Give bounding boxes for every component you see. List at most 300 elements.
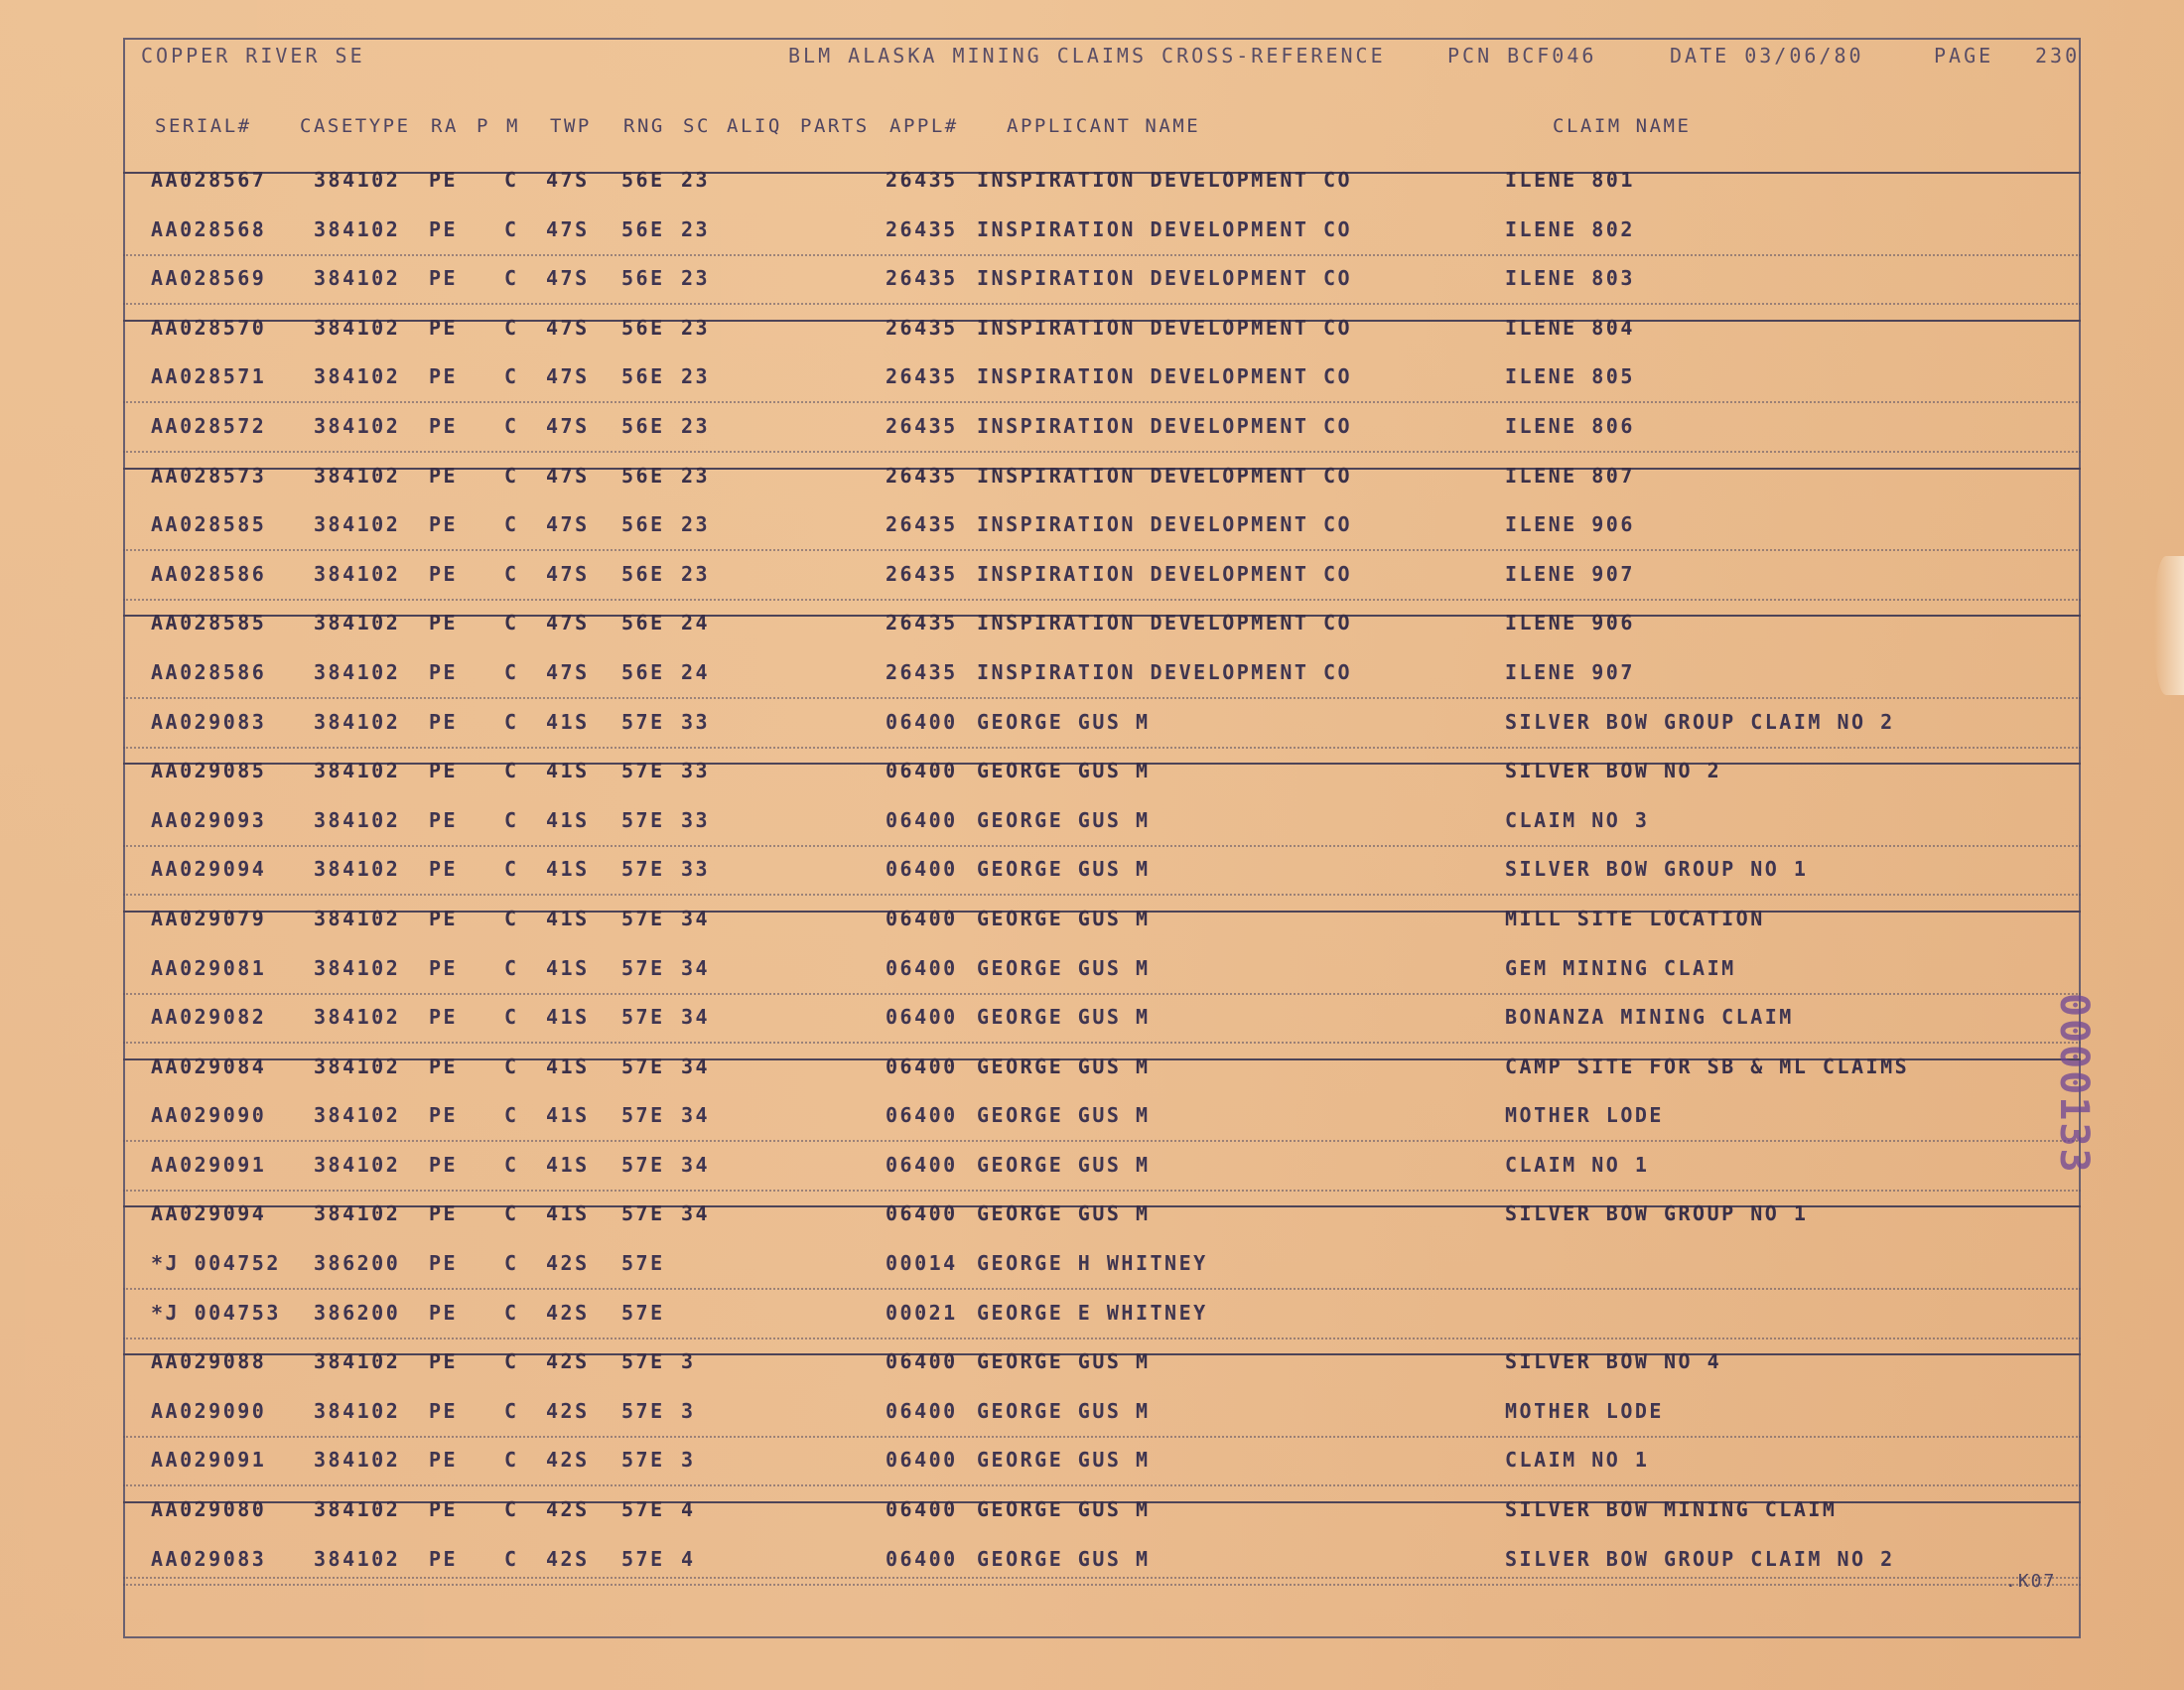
serial-cell: *J 004753 <box>151 1300 281 1325</box>
twp-cell: 41S <box>546 906 590 930</box>
col-p: P <box>477 115 490 137</box>
claim-name-cell: ILENE 802 <box>1505 216 1635 241</box>
ra-cell: PE <box>429 611 459 635</box>
casetype-cell: 384102 <box>314 1054 401 1078</box>
applicant-name-cell: INSPIRATION DEVELOPMENT CO <box>977 266 1353 291</box>
col-claim: CLAIM NAME <box>1553 115 1692 137</box>
m-cell: C <box>504 857 519 882</box>
casetype-cell: 384102 <box>314 364 401 389</box>
ra-cell: PE <box>429 1054 459 1078</box>
rng-cell: 57E <box>621 709 665 734</box>
serial-cell: AA029091 <box>151 1448 267 1473</box>
twp-cell: 47S <box>546 512 590 537</box>
rng-cell: 56E <box>621 413 665 438</box>
claim-name-cell: ILENE 805 <box>1505 364 1635 389</box>
twp-cell: 42S <box>546 1300 590 1325</box>
rng-cell: 57E <box>621 857 665 882</box>
sc-cell: 23 <box>681 315 711 340</box>
applicant-name-cell: INSPIRATION DEVELOPMENT CO <box>977 611 1353 635</box>
appl-cell: 06400 <box>886 857 958 882</box>
applicant-name-cell: GEORGE GUS M <box>977 857 1151 882</box>
appl-cell: 00021 <box>886 1300 958 1325</box>
sc-cell: 23 <box>681 266 711 291</box>
sc-cell: 4 <box>681 1546 696 1571</box>
m-cell: C <box>504 561 519 586</box>
table-row <box>0 1342 2184 1392</box>
col-parts: PARTS <box>800 115 870 137</box>
applicant-name-cell: INSPIRATION DEVELOPMENT CO <box>977 216 1353 241</box>
ra-cell: PE <box>429 266 459 291</box>
row-dotted-line <box>123 1288 2081 1290</box>
table-row <box>0 949 2184 999</box>
appl-cell: 06400 <box>886 759 958 783</box>
sc-cell: 23 <box>681 463 711 488</box>
rng-cell: 57E <box>621 1201 665 1226</box>
table-row <box>0 1441 2184 1490</box>
sc-cell: 4 <box>681 1497 696 1522</box>
applicant-name-cell: GEORGE GUS M <box>977 906 1151 930</box>
applicant-name-cell: GEORGE GUS M <box>977 1546 1151 1571</box>
serial-cell: AA028572 <box>151 413 267 438</box>
footer-code: .K07 <box>2005 1571 2057 1592</box>
sc-cell: 3 <box>681 1448 696 1473</box>
page-number: 230 <box>2035 44 2081 68</box>
applicant-name-cell: GEORGE E WHITNEY <box>977 1300 1208 1325</box>
appl-cell: 06400 <box>886 1448 958 1473</box>
m-cell: C <box>504 463 519 488</box>
m-cell: C <box>504 216 519 241</box>
applicant-name-cell: GEORGE GUS M <box>977 1152 1151 1177</box>
col-aliq: ALIQ <box>727 115 782 137</box>
sc-cell: 34 <box>681 1103 711 1128</box>
appl-cell: 26435 <box>886 659 958 684</box>
applicant-name-cell: GEORGE GUS M <box>977 1054 1151 1078</box>
serial-cell: AA028569 <box>151 266 267 291</box>
casetype-cell: 384102 <box>314 315 401 340</box>
applicant-name-cell: INSPIRATION DEVELOPMENT CO <box>977 168 1353 192</box>
applicant-name-cell: INSPIRATION DEVELOPMENT CO <box>977 463 1353 488</box>
twp-cell: 41S <box>546 709 590 734</box>
rng-cell: 56E <box>621 561 665 586</box>
pcn-label: PCN BCF046 <box>1447 44 1597 68</box>
claim-name-cell: GEM MINING CLAIM <box>1505 955 1736 980</box>
m-cell: C <box>504 168 519 192</box>
appl-cell: 06400 <box>886 1349 958 1374</box>
casetype-cell: 384102 <box>314 463 401 488</box>
twp-cell: 42S <box>546 1546 590 1571</box>
table-row <box>0 1195 2184 1244</box>
claim-name-cell: CLAIM NO 1 <box>1505 1152 1650 1177</box>
claim-name-cell: ILENE 807 <box>1505 463 1635 488</box>
applicant-name-cell: GEORGE GUS M <box>977 955 1151 980</box>
casetype-cell: 384102 <box>314 561 401 586</box>
row-dotted-line <box>123 1436 2081 1438</box>
claim-name-cell: SILVER BOW GROUP CLAIM NO 2 <box>1505 709 1895 734</box>
sc-cell: 34 <box>681 1054 711 1078</box>
ra-cell: PE <box>429 857 459 882</box>
applicant-name-cell: GEORGE GUS M <box>977 759 1151 783</box>
row-dotted-line <box>123 401 2081 403</box>
col-sc: SC <box>683 115 711 137</box>
ra-cell: PE <box>429 1005 459 1030</box>
appl-cell: 26435 <box>886 216 958 241</box>
row-dotted-line <box>123 747 2081 749</box>
appl-cell: 06400 <box>886 1497 958 1522</box>
sc-cell: 23 <box>681 561 711 586</box>
ra-cell: PE <box>429 1398 459 1423</box>
twp-cell: 41S <box>546 955 590 980</box>
appl-cell: 26435 <box>886 315 958 340</box>
appl-cell: 06400 <box>886 955 958 980</box>
m-cell: C <box>504 1054 519 1078</box>
appl-cell: 06400 <box>886 906 958 930</box>
report-title: BLM ALASKA MINING CLAIMS CROSS-REFERENCE <box>788 44 1386 68</box>
rng-cell: 56E <box>621 659 665 684</box>
m-cell: C <box>504 759 519 783</box>
serial-cell: AA028568 <box>151 216 267 241</box>
casetype-cell: 384102 <box>314 955 401 980</box>
row-dotted-line <box>123 1140 2081 1142</box>
claim-name-cell: SILVER BOW MINING CLAIM <box>1505 1497 1838 1522</box>
applicant-name-cell: INSPIRATION DEVELOPMENT CO <box>977 364 1353 389</box>
row-dotted-line <box>123 254 2081 256</box>
sc-cell: 33 <box>681 759 711 783</box>
ra-cell: PE <box>429 1497 459 1522</box>
casetype-cell: 384102 <box>314 1497 401 1522</box>
twp-cell: 41S <box>546 1152 590 1177</box>
claim-name-cell: ILENE 906 <box>1505 512 1635 537</box>
casetype-cell: 384102 <box>314 1005 401 1030</box>
sc-cell: 23 <box>681 413 711 438</box>
rng-cell: 57E <box>621 1398 665 1423</box>
m-cell: C <box>504 1497 519 1522</box>
casetype-cell: 384102 <box>314 857 401 882</box>
serial-cell: AA028585 <box>151 512 267 537</box>
sc-cell: 24 <box>681 659 711 684</box>
m-cell: C <box>504 1251 519 1276</box>
serial-cell: AA028570 <box>151 315 267 340</box>
casetype-cell: 384102 <box>314 266 401 291</box>
appl-cell: 06400 <box>886 807 958 832</box>
appl-cell: 06400 <box>886 1152 958 1177</box>
rng-cell: 57E <box>621 759 665 783</box>
serial-cell: AA029094 <box>151 1201 267 1226</box>
twp-cell: 41S <box>546 1005 590 1030</box>
serial-cell: AA028573 <box>151 463 267 488</box>
applicant-name-cell: GEORGE GUS M <box>977 1448 1151 1473</box>
table-row <box>0 407 2184 457</box>
row-dotted-line <box>123 303 2081 305</box>
serial-cell: AA028567 <box>151 168 267 192</box>
appl-cell: 26435 <box>886 512 958 537</box>
twp-cell: 47S <box>546 168 590 192</box>
serial-cell: AA029083 <box>151 709 267 734</box>
claim-name-cell: MILL SITE LOCATION <box>1505 906 1765 930</box>
casetype-cell: 384102 <box>314 1398 401 1423</box>
table-row <box>0 752 2184 801</box>
table-row <box>0 604 2184 653</box>
serial-cell: AA029083 <box>151 1546 267 1571</box>
appl-cell: 06400 <box>886 1201 958 1226</box>
row-dotted-line <box>123 993 2081 995</box>
claim-name-cell: SILVER BOW GROUP CLAIM NO 2 <box>1505 1546 1895 1571</box>
rng-cell: 56E <box>621 266 665 291</box>
claim-name-cell: SILVER BOW GROUP NO 1 <box>1505 1201 1809 1226</box>
table-row <box>0 309 2184 358</box>
sc-cell: 34 <box>681 955 711 980</box>
ra-cell: PE <box>429 216 459 241</box>
twp-cell: 42S <box>546 1251 590 1276</box>
appl-cell: 06400 <box>886 1005 958 1030</box>
claim-name-cell: ILENE 907 <box>1505 561 1635 586</box>
m-cell: C <box>504 611 519 635</box>
serial-cell: *J 004752 <box>151 1251 281 1276</box>
serial-cell: AA029081 <box>151 955 267 980</box>
row-dotted-line <box>123 599 2081 601</box>
twp-cell: 47S <box>546 413 590 438</box>
m-cell: C <box>504 413 519 438</box>
twp-cell: 42S <box>546 1398 590 1423</box>
table-row <box>0 1392 2184 1442</box>
casetype-cell: 384102 <box>314 906 401 930</box>
casetype-cell: 384102 <box>314 807 401 832</box>
serial-cell: AA028586 <box>151 659 267 684</box>
col-applicant: APPLICANT NAME <box>1007 115 1201 137</box>
rng-cell: 56E <box>621 611 665 635</box>
rng-cell: 57E <box>621 1054 665 1078</box>
rng-cell: 57E <box>621 1152 665 1177</box>
claim-name-cell: CLAIM NO 1 <box>1505 1448 1650 1473</box>
rng-cell: 56E <box>621 463 665 488</box>
rng-cell: 57E <box>621 1005 665 1030</box>
m-cell: C <box>504 1152 519 1177</box>
sc-cell: 33 <box>681 709 711 734</box>
sc-cell: 34 <box>681 906 711 930</box>
serial-cell: AA029084 <box>151 1054 267 1078</box>
ra-cell: PE <box>429 512 459 537</box>
applicant-name-cell: GEORGE GUS M <box>977 807 1151 832</box>
rng-cell: 57E <box>621 1349 665 1374</box>
serial-cell: AA029094 <box>151 857 267 882</box>
claim-name-cell: CAMP SITE FOR SB & ML CLAIMS <box>1505 1054 1910 1078</box>
casetype-cell: 384102 <box>314 216 401 241</box>
ra-cell: PE <box>429 364 459 389</box>
rng-cell: 57E <box>621 1300 665 1325</box>
appl-cell: 26435 <box>886 611 958 635</box>
applicant-name-cell: GEORGE GUS M <box>977 1349 1151 1374</box>
sc-cell: 23 <box>681 216 711 241</box>
appl-cell: 26435 <box>886 364 958 389</box>
appl-cell: 06400 <box>886 1103 958 1128</box>
claim-name-cell: ILENE 907 <box>1505 659 1635 684</box>
ra-cell: PE <box>429 463 459 488</box>
casetype-cell: 384102 <box>314 659 401 684</box>
claim-name-cell: CLAIM NO 3 <box>1505 807 1650 832</box>
twp-cell: 47S <box>546 216 590 241</box>
casetype-cell: 384102 <box>314 1448 401 1473</box>
table-row <box>0 1048 2184 1097</box>
serial-cell: AA029082 <box>151 1005 267 1030</box>
appl-cell: 06400 <box>886 1398 958 1423</box>
col-twp: TWP <box>550 115 592 137</box>
applicant-name-cell: GEORGE GUS M <box>977 1103 1151 1128</box>
table-row <box>0 457 2184 506</box>
m-cell: C <box>504 1349 519 1374</box>
twp-cell: 47S <box>546 611 590 635</box>
table-row <box>0 998 2184 1048</box>
applicant-name-cell: INSPIRATION DEVELOPMENT CO <box>977 512 1353 537</box>
casetype-cell: 384102 <box>314 1103 401 1128</box>
m-cell: C <box>504 1103 519 1128</box>
rng-cell: 57E <box>621 1251 665 1276</box>
row-dotted-line <box>123 697 2081 699</box>
ra-cell: PE <box>429 906 459 930</box>
appl-cell: 26435 <box>886 168 958 192</box>
table-row <box>0 1540 2184 1590</box>
twp-cell: 42S <box>546 1349 590 1374</box>
ra-cell: PE <box>429 413 459 438</box>
ra-cell: PE <box>429 955 459 980</box>
ra-cell: PE <box>429 1201 459 1226</box>
applicant-name-cell: INSPIRATION DEVELOPMENT CO <box>977 659 1353 684</box>
table-row <box>0 850 2184 900</box>
claim-name-cell: ILENE 801 <box>1505 168 1635 192</box>
page-label: PAGE <box>1934 44 1994 68</box>
casetype-cell: 384102 <box>314 512 401 537</box>
sc-cell: 34 <box>681 1152 711 1177</box>
ra-cell: PE <box>429 807 459 832</box>
serial-cell: AA028585 <box>151 611 267 635</box>
twp-cell: 41S <box>546 759 590 783</box>
applicant-name-cell: GEORGE H WHITNEY <box>977 1251 1208 1276</box>
claim-name-cell: BONANZA MINING CLAIM <box>1505 1005 1794 1030</box>
m-cell: C <box>504 315 519 340</box>
table-row <box>0 259 2184 309</box>
casetype-cell: 386200 <box>314 1251 401 1276</box>
ra-cell: PE <box>429 168 459 192</box>
casetype-cell: 384102 <box>314 611 401 635</box>
sc-cell: 23 <box>681 168 711 192</box>
m-cell: C <box>504 1201 519 1226</box>
rng-cell: 56E <box>621 168 665 192</box>
col-appl: APPL# <box>889 115 959 137</box>
twp-cell: 41S <box>546 857 590 882</box>
sc-cell: 33 <box>681 857 711 882</box>
sc-cell: 34 <box>681 1005 711 1030</box>
rng-cell: 57E <box>621 1448 665 1473</box>
row-dotted-line <box>123 1338 2081 1339</box>
table-row <box>0 505 2184 555</box>
casetype-cell: 384102 <box>314 413 401 438</box>
rng-cell: 56E <box>621 315 665 340</box>
serial-cell: AA028586 <box>151 561 267 586</box>
claim-name-cell: SILVER BOW NO 4 <box>1505 1349 1722 1374</box>
rng-cell: 57E <box>621 807 665 832</box>
casetype-cell: 384102 <box>314 759 401 783</box>
casetype-cell: 384102 <box>314 1546 401 1571</box>
m-cell: C <box>504 807 519 832</box>
rng-cell: 56E <box>621 216 665 241</box>
twp-cell: 41S <box>546 1103 590 1128</box>
twp-cell: 41S <box>546 1054 590 1078</box>
applicant-name-cell: GEORGE GUS M <box>977 709 1151 734</box>
m-cell: C <box>504 709 519 734</box>
sc-cell: 33 <box>681 807 711 832</box>
appl-cell: 06400 <box>886 1054 958 1078</box>
ra-cell: PE <box>429 1448 459 1473</box>
row-dotted-line <box>123 451 2081 453</box>
sc-cell: 34 <box>681 1201 711 1226</box>
casetype-cell: 384102 <box>314 1349 401 1374</box>
claim-name-cell: ILENE 806 <box>1505 413 1635 438</box>
frame-number-stamp: 0000133 <box>2051 993 2097 1175</box>
appl-cell: 00014 <box>886 1251 958 1276</box>
rng-cell: 57E <box>621 906 665 930</box>
table-row <box>0 211 2184 260</box>
row-dotted-line <box>123 845 2081 847</box>
casetype-cell: 384102 <box>314 168 401 192</box>
twp-cell: 47S <box>546 561 590 586</box>
rng-cell: 56E <box>621 512 665 537</box>
table-row <box>0 1490 2184 1540</box>
ra-cell: PE <box>429 315 459 340</box>
col-rng: RNG <box>623 115 665 137</box>
twp-cell: 41S <box>546 1201 590 1226</box>
twp-cell: 47S <box>546 266 590 291</box>
serial-cell: AA029080 <box>151 1497 267 1522</box>
region-label: COPPER RIVER SE <box>141 44 365 68</box>
table-row <box>0 1244 2184 1294</box>
ra-cell: PE <box>429 1546 459 1571</box>
m-cell: C <box>504 364 519 389</box>
claim-name-cell: SILVER BOW GROUP NO 1 <box>1505 857 1809 882</box>
sc-cell: 23 <box>681 512 711 537</box>
table-row <box>0 1096 2184 1146</box>
bottom-divider <box>123 1577 2081 1579</box>
row-dotted-line <box>123 1484 2081 1486</box>
claim-name-cell: SILVER BOW NO 2 <box>1505 759 1722 783</box>
row-dotted-line <box>123 894 2081 896</box>
sc-cell: 3 <box>681 1349 696 1374</box>
m-cell: C <box>504 1448 519 1473</box>
table-row <box>0 703 2184 753</box>
casetype-cell: 384102 <box>314 1152 401 1177</box>
serial-cell: AA029090 <box>151 1398 267 1423</box>
date-label: DATE 03/06/80 <box>1670 44 1864 68</box>
table-row <box>0 801 2184 851</box>
ra-cell: PE <box>429 1349 459 1374</box>
table-row <box>0 653 2184 703</box>
sc-cell: 23 <box>681 364 711 389</box>
claim-name-cell: ILENE 906 <box>1505 611 1635 635</box>
twp-cell: 47S <box>546 315 590 340</box>
ra-cell: PE <box>429 1251 459 1276</box>
table-row <box>0 161 2184 211</box>
m-cell: C <box>504 659 519 684</box>
m-cell: C <box>504 266 519 291</box>
rng-cell: 56E <box>621 364 665 389</box>
rng-cell: 57E <box>621 1103 665 1128</box>
appl-cell: 06400 <box>886 709 958 734</box>
appl-cell: 26435 <box>886 463 958 488</box>
appl-cell: 06400 <box>886 1546 958 1571</box>
col-ra: RA <box>431 115 459 137</box>
rng-cell: 57E <box>621 1546 665 1571</box>
appl-cell: 26435 <box>886 266 958 291</box>
twp-cell: 42S <box>546 1448 590 1473</box>
row-dotted-line <box>123 1584 2081 1586</box>
m-cell: C <box>504 512 519 537</box>
